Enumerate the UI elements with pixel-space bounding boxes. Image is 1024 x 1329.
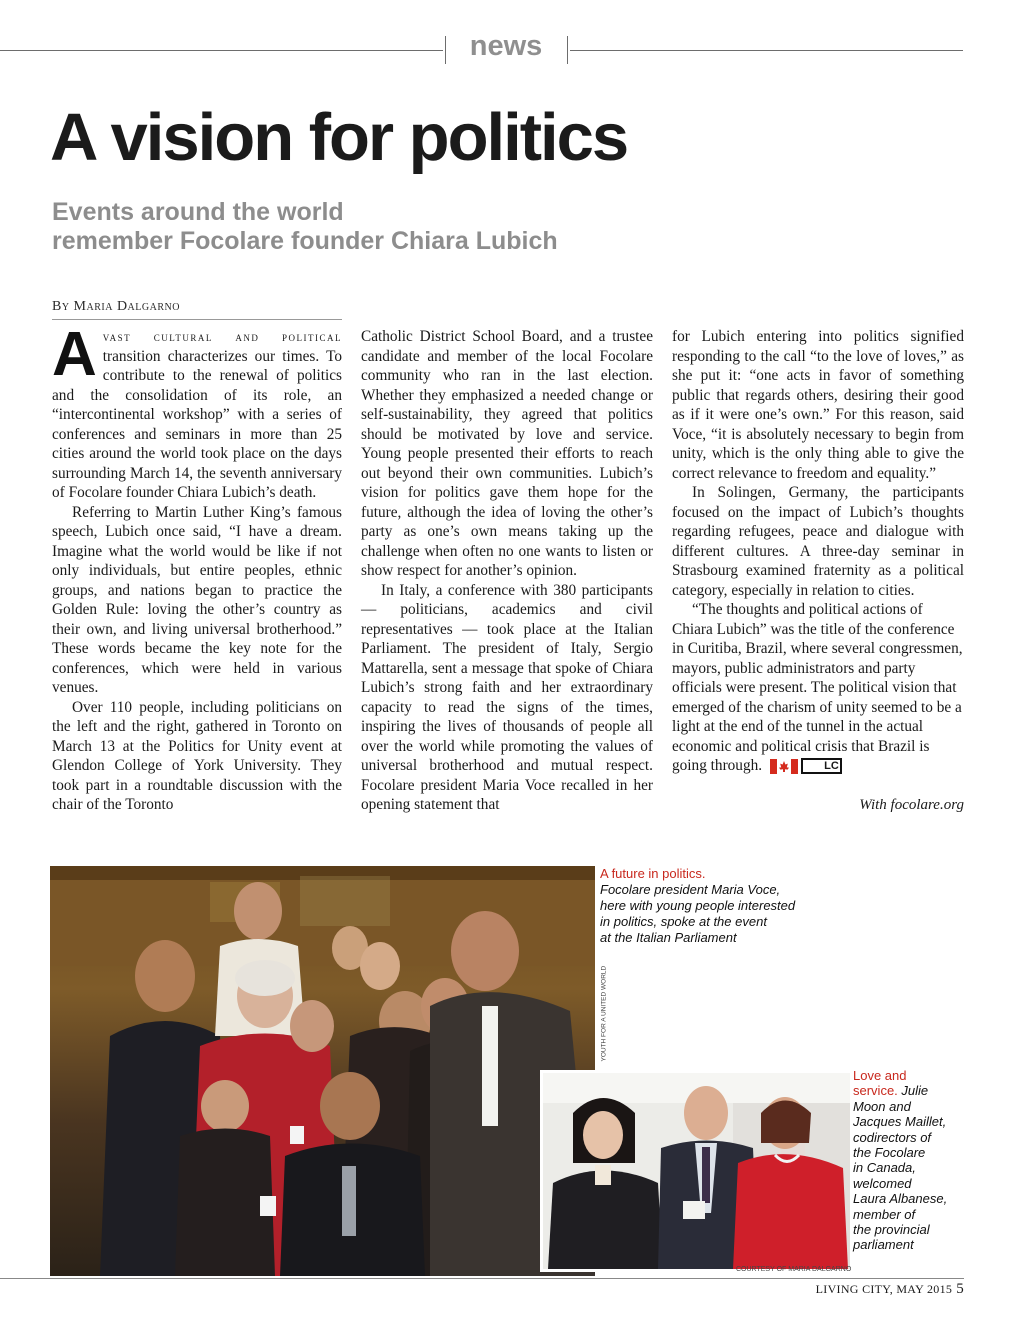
caption-2-line: parliament bbox=[853, 1237, 914, 1253]
lead-text: transition characterizes our times. To contribute to the renewal of politics and the consolidation of its role, an “intercontinental workshop” with a series of conferences and seminars in more than 25 cities around the world took place on the days surrounding March 14, the seventh anniversary of Focolare founder Chiara Lubich’s death. bbox=[52, 347, 342, 501]
page-number: 5 bbox=[956, 1281, 964, 1297]
caption-2-line: welcomed bbox=[853, 1175, 912, 1191]
drop-cap: A bbox=[52, 320, 97, 389]
group-photo bbox=[50, 866, 595, 1276]
source-signoff: With focolare.org bbox=[859, 797, 964, 813]
article-column-2 bbox=[361, 327, 653, 815]
caption-1-title: A future in politics. bbox=[600, 866, 706, 881]
canada-flag-icon bbox=[770, 759, 798, 774]
caption-2-line: member of bbox=[853, 1206, 916, 1222]
caption-2-text: Julie bbox=[901, 1083, 929, 1099]
byline-text: By Maria Dalgarno bbox=[52, 299, 180, 314]
caption-2-line: the provincial bbox=[853, 1222, 930, 1238]
inset-photo-illustration bbox=[543, 1073, 850, 1269]
caption-2-title-line: service. bbox=[853, 1083, 898, 1099]
end-mark-icon: LC bbox=[801, 758, 842, 774]
section-label: news bbox=[469, 30, 543, 62]
section-bar-right bbox=[567, 36, 568, 64]
body-paragraph: In Solingen, Germany, the participants focused on the impact of Lubich’s thoughts regarding refugees, peace and dialogue with different cultures. A three-day seminar in Strasbourg examined fraternity as a political category, especially in relation to cities. bbox=[672, 484, 964, 599]
section-rule-right bbox=[570, 50, 963, 51]
article-column-3 bbox=[672, 327, 964, 776]
caption-2-line bbox=[853, 1083, 963, 1098]
lead-smallcaps: vast cultural and political bbox=[102, 329, 342, 344]
caption-1 bbox=[600, 866, 820, 946]
publication-date: LIVING CITY, MAY 2015 bbox=[815, 1282, 953, 1296]
body-paragraph: Catholic District School Board, and a trustee candidate and member of the local Focolare community who ran in the last election. Whether they emphasized a needed change or self-sustainability, they agreed that politics should be motivated by love and service. Young people presented their efforts to reach out beyond their own communities. Lubich’s vision for politics gave them hope for the future, although the idea of loving the other’s party as one’s own means taking up the challenge when often no one wants to listen or show respect for another’s opinion. bbox=[361, 328, 653, 579]
caption-2-line: the Focolare bbox=[853, 1145, 926, 1161]
body-paragraph: Referring to Martin Luther King’s famous speech, Lubich once said, “I have a dream. Imagine what the world would be like if not only individuals, but entire peoples, ethnic groups, and nations began to practice the Golden Rule: loving the other’s country as their own, and living universal brotherhood.” These words became the key note for the conferences, which were held in various venues. bbox=[52, 503, 342, 696]
caption-2-line: in Canada, bbox=[853, 1160, 916, 1176]
section-bar-left bbox=[445, 36, 446, 64]
body-paragraph: for Lubich entering into politics signified responding to the call “to the love of loves,” as she put it: “one acts in favor of something public that regards others, desiring their good as if it were one’s own.” For this reason, said Voce, “it is absolutely necessary to begin from unity, which is the only thing able to give the correct relevance to freedom and equality.” bbox=[672, 328, 964, 482]
page-footer bbox=[816, 1281, 964, 1298]
closing-text: “The thoughts and political actions of Chiara Lubich” was the title of the conference in Curitiba, Brazil, where several congressmen, mayors, public administrators and party officials were present. The political vision that emerged of the charism of unity seemed to be a light at the end of the tunnel in the actual economic and political crisis that Brazil is going through. bbox=[672, 601, 963, 774]
photo-credit-1: YOUTH FOR A UNITED WORLD bbox=[600, 965, 608, 1062]
deck-line-2: remember Focolare founder Chiara Lubich bbox=[52, 227, 558, 255]
deck-line-1: Events around the world bbox=[52, 198, 344, 226]
body-paragraph: Over 110 people, including politicians on the left and the right, gathered in Toronto on March 13 at the Politics for Unity event at Glendon College of York University. They took part in a roundtable discussion with the chair of the Toronto bbox=[52, 698, 342, 813]
caption-1-line: at the Italian Parliament bbox=[600, 930, 737, 945]
caption-2-line: Moon and bbox=[853, 1098, 911, 1114]
caption-1-line: Focolare president Maria Voce, bbox=[600, 882, 781, 897]
caption-1-line: in politics, spoke at the event bbox=[600, 914, 767, 929]
byline bbox=[52, 299, 180, 315]
closing-paragraph bbox=[672, 600, 964, 776]
inset-photo bbox=[540, 1070, 853, 1272]
caption-2-line: Jacques Maillet, bbox=[853, 1114, 947, 1130]
body-paragraph: In Italy, a conference with 380 participants — politicians, academics and civil representatives — took place at the Italian Parliament. The president of Italy, Sergio Mattarella, sent a message that spoke of Chiara Lubich’s strong faith and her extraordinary capacity to read the signs of the times, inspiring the lives of thousands of people all over the world while promoting the values of universal brotherhood and mutual respect. Focolare president Maria Voce recalled in her opening statement that bbox=[361, 581, 653, 813]
photo-credit-vertical bbox=[598, 966, 610, 1064]
article-column-1 bbox=[52, 320, 342, 815]
section-rule-left bbox=[0, 50, 443, 51]
caption-2-line: Laura Albanese, bbox=[853, 1191, 948, 1207]
caption-1-line: here with young people interested bbox=[600, 898, 796, 913]
headline: A vision for politics bbox=[50, 100, 628, 175]
caption-2-line: codirectors of bbox=[853, 1129, 932, 1145]
caption-2 bbox=[853, 1068, 963, 1253]
lead-paragraph bbox=[52, 320, 342, 503]
photo-credit-2: COURTESY OF MARIA DALGARNO bbox=[736, 1266, 852, 1273]
caption-2-title-line: Love and bbox=[853, 1068, 907, 1083]
group-photo-illustration bbox=[50, 866, 595, 1276]
footer-rule bbox=[0, 1278, 964, 1279]
